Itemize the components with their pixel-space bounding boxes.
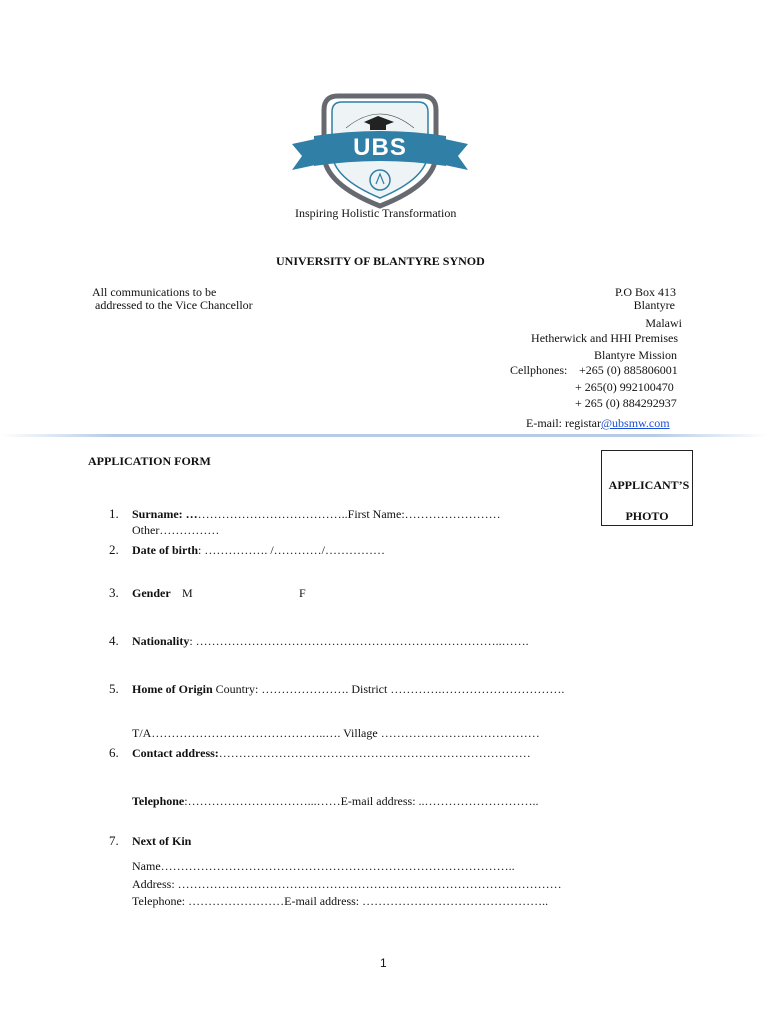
origin-country-district: Country: …………………. District ………….…………………………. (212, 682, 565, 696)
gender-label: Gender (132, 586, 171, 600)
item-number-3: 3. (109, 585, 119, 600)
telephone-dots: :…………………………...……E-mail address: ..……………………….. (184, 794, 539, 808)
ta-village-field[interactable]: T/A……………………………………..…. Village ………………….……………… (132, 726, 540, 740)
applicant-photo-box (601, 450, 693, 526)
comms-line-2: addressed to the Vice Chancellor (95, 298, 253, 312)
header-divider (0, 434, 768, 437)
institution-name: UNIVERSITY OF BLANTYRE SYNOD (276, 254, 485, 268)
item-number-6: 6. (109, 745, 119, 760)
logo-initials: UBS (353, 134, 407, 161)
gender-option-f[interactable]: F (299, 586, 306, 600)
email-prefix: E-mail: registar (526, 416, 601, 430)
photo-label-2: PHOTO (625, 509, 669, 523)
email-line (526, 416, 670, 431)
firstname-label: First Name:…………………… (347, 507, 501, 521)
other-names-field[interactable]: Other…………… (132, 523, 220, 537)
item-number-5: 5. (109, 681, 119, 696)
phone-3: + 265 (0) 884292937 (575, 396, 677, 410)
nationality-field[interactable] (132, 634, 529, 649)
kin-name-field[interactable]: Name…………………………………………………………………………….. (132, 859, 515, 873)
contact-label: Contact address: (132, 746, 219, 760)
ubs-logo (290, 92, 470, 210)
contact-address-field[interactable] (132, 746, 531, 761)
address-country: Malawi (645, 316, 682, 330)
dob-label: Date of birth (132, 543, 198, 557)
page-number: 1 (380, 956, 387, 970)
po-box: P.O Box 413 (614, 285, 676, 299)
dob-dots: : ……………. /…………/…………… (198, 543, 386, 557)
email-link[interactable]: @ubsmw.com (600, 416, 670, 430)
telephone-label: Telephone (132, 794, 185, 808)
gender-option-m[interactable]: M (182, 586, 193, 600)
nationality-dots: : …………………………………………………………………..……. (189, 634, 529, 648)
item-number-1: 1. (109, 506, 119, 521)
address-premises: Hetherwick and HHI Premises (531, 331, 678, 345)
surname-label: Surname: … (132, 507, 198, 521)
surname-field[interactable] (132, 507, 501, 522)
kin-telephone-field[interactable]: Telephone: ……………………E-mail address: ……………………………………….. (132, 894, 549, 908)
kin-address-field[interactable]: Address: …………………………………………………………………………………… (132, 877, 562, 891)
phone-2: + 265(0) 992100470 (575, 380, 674, 394)
home-of-origin-field[interactable] (132, 682, 564, 697)
address-city: Blantyre (633, 298, 675, 312)
surname-dots: ……………………………….. (197, 507, 348, 521)
contact-dots: …………………………………………………………………… (218, 746, 531, 760)
origin-label: Home of Origin (132, 682, 213, 696)
phone-1: +265 (0) 885806001 (579, 363, 678, 377)
item-number-4: 4. (109, 633, 119, 648)
photo-label-1: APPLICANT’S (608, 478, 690, 492)
comms-line-1: All communications to be (92, 285, 217, 299)
form-title: APPLICATION FORM (88, 454, 211, 468)
dob-field[interactable] (132, 543, 385, 558)
nationality-label: Nationality (132, 634, 190, 648)
next-of-kin-label: Next of Kin (132, 834, 192, 848)
item-number-7: 7. (109, 833, 119, 848)
item-number-2: 2. (109, 542, 119, 557)
tagline: Inspiring Holistic Transformation (295, 206, 457, 220)
address-mission: Blantyre Mission (594, 348, 677, 362)
cellphones-label: Cellphones: (510, 363, 568, 377)
telephone-email-field[interactable] (132, 794, 539, 809)
